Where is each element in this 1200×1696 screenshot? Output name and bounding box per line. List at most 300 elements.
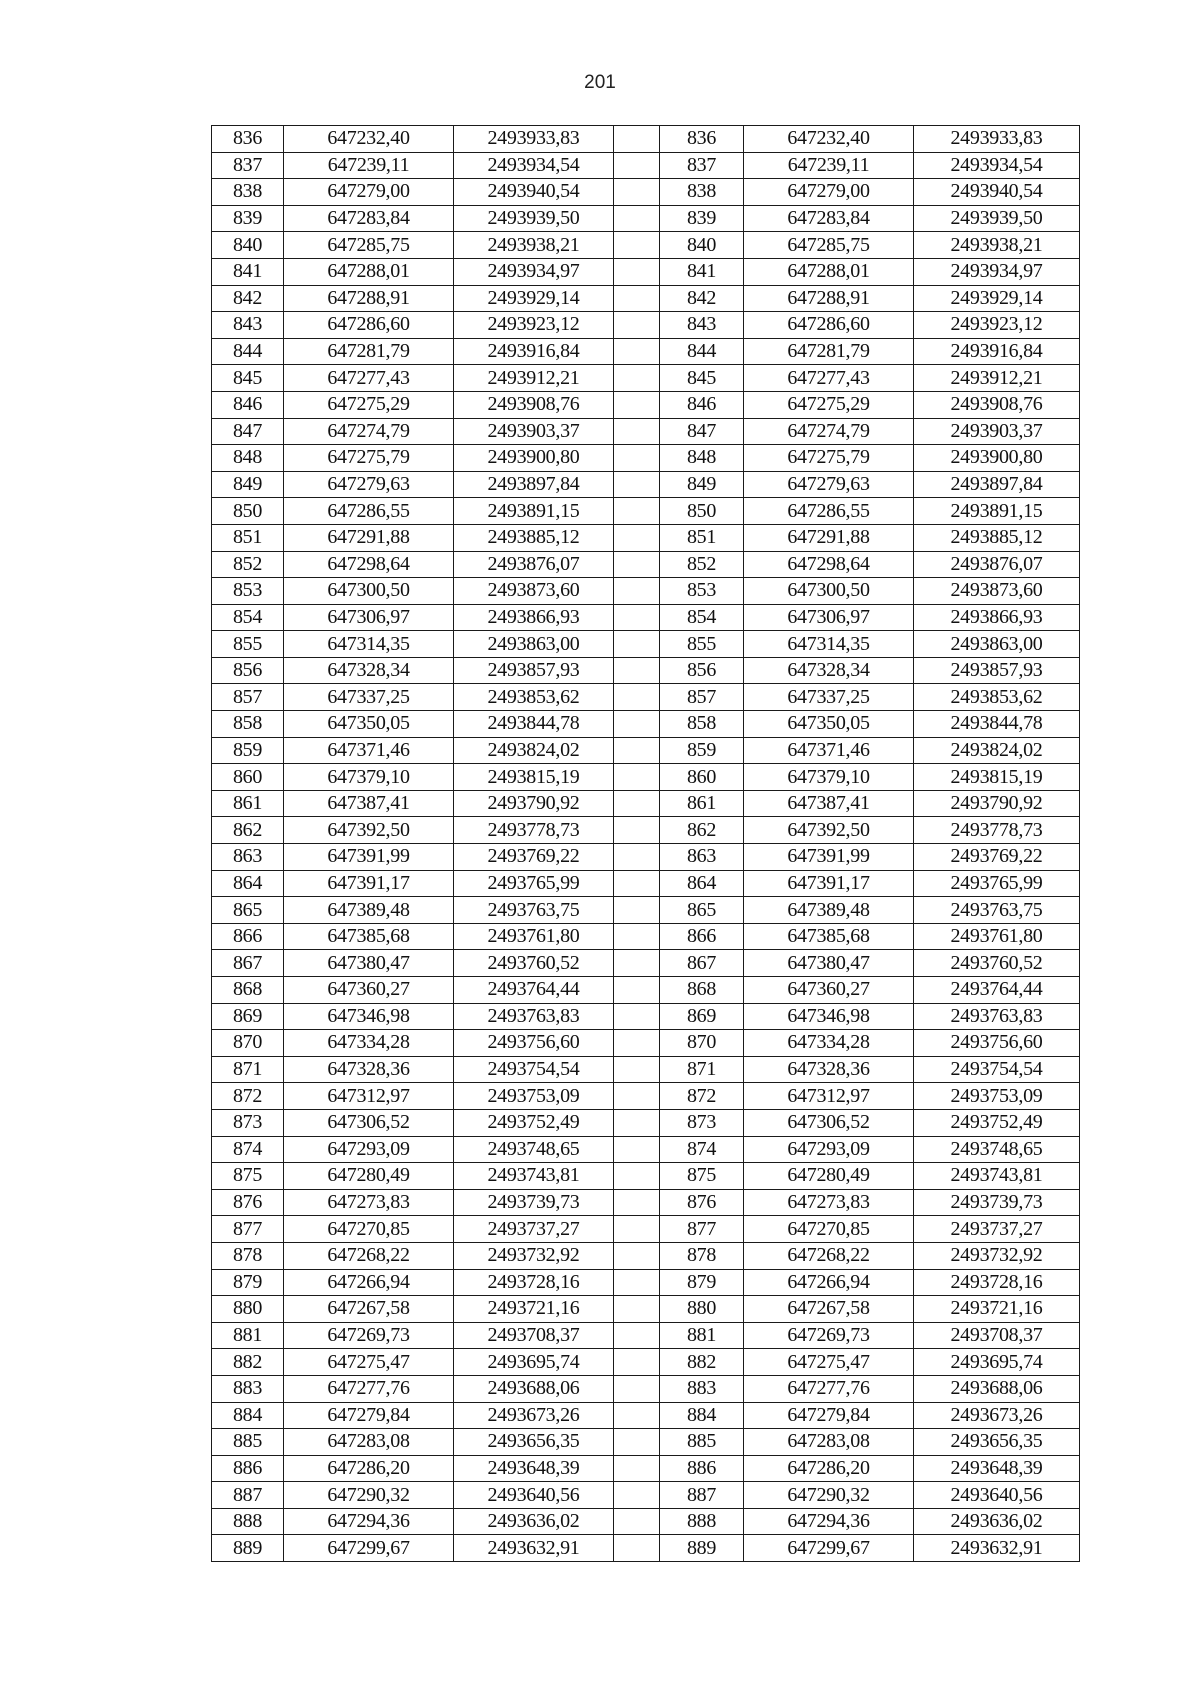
point-number-cell: 839 [212,205,284,232]
y-coordinate-cell: 2493754,54 [454,1056,614,1083]
empty-separator-cell [614,338,660,365]
empty-separator-cell [614,1482,660,1509]
x-coordinate-cell: 647391,99 [284,844,454,871]
empty-separator-cell [614,897,660,924]
empty-separator-cell [614,1375,660,1402]
x-coordinate-cell: 647314,35 [284,631,454,658]
table-row [212,1455,1080,1482]
point-number-cell-duplicate: 854 [660,604,744,631]
table-row [212,152,1080,179]
table-row [212,126,1080,153]
x-coordinate-cell-duplicate: 647306,97 [744,604,914,631]
table-row [212,1163,1080,1190]
empty-separator-cell [614,790,660,817]
y-coordinate-cell: 2493815,19 [454,764,614,791]
point-number-cell: 888 [212,1508,284,1535]
y-coordinate-cell: 2493938,21 [454,232,614,259]
y-coordinate-cell-duplicate: 2493688,06 [914,1375,1080,1402]
coordinates-table [211,125,1080,1562]
x-coordinate-cell-duplicate: 647274,79 [744,418,914,445]
x-coordinate-cell-duplicate: 647286,60 [744,312,914,339]
x-coordinate-cell: 647371,46 [284,737,454,764]
table-row [212,684,1080,711]
point-number-cell-duplicate: 879 [660,1269,744,1296]
x-coordinate-cell-duplicate: 647392,50 [744,817,914,844]
y-coordinate-cell: 2493778,73 [454,817,614,844]
x-coordinate-cell: 647286,60 [284,312,454,339]
point-number-cell-duplicate: 855 [660,631,744,658]
empty-separator-cell [614,205,660,232]
empty-separator-cell [614,1030,660,1057]
x-coordinate-cell: 647288,01 [284,258,454,285]
point-number-cell-duplicate: 886 [660,1455,744,1482]
x-coordinate-cell-duplicate: 647387,41 [744,790,914,817]
y-coordinate-cell-duplicate: 2493753,09 [914,1083,1080,1110]
point-number-cell-duplicate: 836 [660,126,744,153]
y-coordinate-cell-duplicate: 2493764,44 [914,977,1080,1004]
y-coordinate-cell-duplicate: 2493721,16 [914,1296,1080,1323]
table-row [212,1136,1080,1163]
x-coordinate-cell-duplicate: 647391,99 [744,844,914,871]
y-coordinate-cell-duplicate: 2493938,21 [914,232,1080,259]
x-coordinate-cell-duplicate: 647290,32 [744,1482,914,1509]
x-coordinate-cell-duplicate: 647269,73 [744,1322,914,1349]
x-coordinate-cell: 647387,41 [284,790,454,817]
x-coordinate-cell: 647279,63 [284,471,454,498]
point-number-cell: 854 [212,604,284,631]
x-coordinate-cell: 647286,55 [284,498,454,525]
point-number-cell-duplicate: 874 [660,1136,744,1163]
x-coordinate-cell-duplicate: 647279,00 [744,179,914,206]
empty-separator-cell [614,1349,660,1376]
table-row [212,897,1080,924]
table-row [212,1322,1080,1349]
x-coordinate-cell-duplicate: 647275,79 [744,445,914,472]
x-coordinate-cell: 647239,11 [284,152,454,179]
y-coordinate-cell: 2493640,56 [454,1482,614,1509]
table-row [212,711,1080,738]
empty-separator-cell [614,418,660,445]
y-coordinate-cell: 2493857,93 [454,657,614,684]
point-number-cell-duplicate: 877 [660,1216,744,1243]
x-coordinate-cell-duplicate: 647281,79 [744,338,914,365]
table-row [212,1535,1080,1562]
x-coordinate-cell-duplicate: 647277,76 [744,1375,914,1402]
x-coordinate-cell-duplicate: 647286,20 [744,1455,914,1482]
y-coordinate-cell: 2493765,99 [454,870,614,897]
point-number-cell-duplicate: 869 [660,1003,744,1030]
y-coordinate-cell: 2493761,80 [454,923,614,950]
point-number-cell-duplicate: 861 [660,790,744,817]
y-coordinate-cell: 2493673,26 [454,1402,614,1429]
x-coordinate-cell-duplicate: 647314,35 [744,631,914,658]
point-number-cell-duplicate: 881 [660,1322,744,1349]
point-number-cell-duplicate: 880 [660,1296,744,1323]
point-number-cell-duplicate: 864 [660,870,744,897]
y-coordinate-cell: 2493923,12 [454,312,614,339]
table-row [212,1508,1080,1535]
empty-separator-cell [614,1083,660,1110]
y-coordinate-cell: 2493763,75 [454,897,614,924]
point-number-cell-duplicate: 850 [660,498,744,525]
empty-separator-cell [614,684,660,711]
x-coordinate-cell-duplicate: 647379,10 [744,764,914,791]
table-row [212,471,1080,498]
y-coordinate-cell-duplicate: 2493933,83 [914,126,1080,153]
point-number-cell: 859 [212,737,284,764]
point-number-cell-duplicate: 849 [660,471,744,498]
empty-separator-cell [614,1163,660,1190]
x-coordinate-cell-duplicate: 647277,43 [744,365,914,392]
x-coordinate-cell: 647232,40 [284,126,454,153]
x-coordinate-cell-duplicate: 647391,17 [744,870,914,897]
empty-separator-cell [614,1136,660,1163]
point-number-cell: 877 [212,1216,284,1243]
y-coordinate-cell-duplicate: 2493656,35 [914,1429,1080,1456]
empty-separator-cell [614,631,660,658]
point-number-cell: 855 [212,631,284,658]
x-coordinate-cell: 647385,68 [284,923,454,950]
point-number-cell: 874 [212,1136,284,1163]
table-row [212,631,1080,658]
point-number-cell: 886 [212,1455,284,1482]
x-coordinate-cell-duplicate: 647288,01 [744,258,914,285]
point-number-cell: 844 [212,338,284,365]
y-coordinate-cell: 2493866,93 [454,604,614,631]
point-number-cell-duplicate: 845 [660,365,744,392]
empty-separator-cell [614,1455,660,1482]
x-coordinate-cell: 647328,36 [284,1056,454,1083]
table-row [212,657,1080,684]
table-row [212,365,1080,392]
x-coordinate-cell-duplicate: 647279,84 [744,1402,914,1429]
y-coordinate-cell: 2493824,02 [454,737,614,764]
y-coordinate-cell: 2493721,16 [454,1296,614,1323]
x-coordinate-cell-duplicate: 647279,63 [744,471,914,498]
empty-separator-cell [614,285,660,312]
x-coordinate-cell: 647337,25 [284,684,454,711]
y-coordinate-cell: 2493769,22 [454,844,614,871]
y-coordinate-cell: 2493739,73 [454,1189,614,1216]
y-coordinate-cell-duplicate: 2493863,00 [914,631,1080,658]
x-coordinate-cell-duplicate: 647380,47 [744,950,914,977]
x-coordinate-cell: 647277,43 [284,365,454,392]
point-number-cell: 861 [212,790,284,817]
point-number-cell-duplicate: 842 [660,285,744,312]
x-coordinate-cell: 647298,64 [284,551,454,578]
y-coordinate-cell-duplicate: 2493748,65 [914,1136,1080,1163]
point-number-cell: 880 [212,1296,284,1323]
empty-separator-cell [614,1003,660,1030]
y-coordinate-cell-duplicate: 2493763,83 [914,1003,1080,1030]
point-number-cell-duplicate: 885 [660,1429,744,1456]
y-coordinate-cell: 2493908,76 [454,391,614,418]
y-coordinate-cell: 2493891,15 [454,498,614,525]
point-number-cell-duplicate: 882 [660,1349,744,1376]
table-row [212,498,1080,525]
point-number-cell: 885 [212,1429,284,1456]
empty-separator-cell [614,1056,660,1083]
x-coordinate-cell-duplicate: 647288,91 [744,285,914,312]
table-row [212,578,1080,605]
point-number-cell-duplicate: 841 [660,258,744,285]
empty-separator-cell [614,1242,660,1269]
y-coordinate-cell: 2493873,60 [454,578,614,605]
y-coordinate-cell: 2493863,00 [454,631,614,658]
y-coordinate-cell-duplicate: 2493743,81 [914,1163,1080,1190]
x-coordinate-cell: 647269,73 [284,1322,454,1349]
table-row [212,205,1080,232]
point-number-cell-duplicate: 875 [660,1163,744,1190]
y-coordinate-cell: 2493929,14 [454,285,614,312]
table-row [212,1429,1080,1456]
empty-separator-cell [614,923,660,950]
y-coordinate-cell: 2493737,27 [454,1216,614,1243]
x-coordinate-cell-duplicate: 647293,09 [744,1136,914,1163]
y-coordinate-cell-duplicate: 2493824,02 [914,737,1080,764]
empty-separator-cell [614,445,660,472]
x-coordinate-cell: 647283,84 [284,205,454,232]
point-number-cell: 852 [212,551,284,578]
y-coordinate-cell: 2493790,92 [454,790,614,817]
point-number-cell: 879 [212,1269,284,1296]
x-coordinate-cell: 647275,79 [284,445,454,472]
x-coordinate-cell-duplicate: 647267,58 [744,1296,914,1323]
x-coordinate-cell: 647360,27 [284,977,454,1004]
point-number-cell-duplicate: 848 [660,445,744,472]
table-row [212,1482,1080,1509]
x-coordinate-cell-duplicate: 647389,48 [744,897,914,924]
table-row [212,870,1080,897]
point-number-cell-duplicate: 860 [660,764,744,791]
empty-separator-cell [614,764,660,791]
empty-separator-cell [614,1429,660,1456]
empty-separator-cell [614,950,660,977]
point-number-cell-duplicate: 837 [660,152,744,179]
x-coordinate-cell: 647277,76 [284,1375,454,1402]
point-number-cell-duplicate: 857 [660,684,744,711]
empty-separator-cell [614,1508,660,1535]
x-coordinate-cell: 647346,98 [284,1003,454,1030]
table-row [212,338,1080,365]
x-coordinate-cell-duplicate: 647266,94 [744,1269,914,1296]
x-coordinate-cell: 647379,10 [284,764,454,791]
point-number-cell-duplicate: 870 [660,1030,744,1057]
y-coordinate-cell: 2493916,84 [454,338,614,365]
y-coordinate-cell: 2493763,83 [454,1003,614,1030]
table-row [212,604,1080,631]
y-coordinate-cell: 2493933,83 [454,126,614,153]
x-coordinate-cell: 647286,20 [284,1455,454,1482]
point-number-cell-duplicate: 887 [660,1482,744,1509]
y-coordinate-cell: 2493912,21 [454,365,614,392]
empty-separator-cell [614,578,660,605]
point-number-cell: 878 [212,1242,284,1269]
y-coordinate-cell: 2493903,37 [454,418,614,445]
table-row [212,551,1080,578]
point-number-cell: 841 [212,258,284,285]
y-coordinate-cell-duplicate: 2493640,56 [914,1482,1080,1509]
point-number-cell-duplicate: 859 [660,737,744,764]
table-row [212,1242,1080,1269]
y-coordinate-cell: 2493853,62 [454,684,614,711]
x-coordinate-cell: 647312,97 [284,1083,454,1110]
y-coordinate-cell-duplicate: 2493737,27 [914,1216,1080,1243]
x-coordinate-cell: 647279,00 [284,179,454,206]
point-number-cell: 867 [212,950,284,977]
point-number-cell: 851 [212,524,284,551]
empty-separator-cell [614,711,660,738]
point-number-cell-duplicate: 844 [660,338,744,365]
point-number-cell-duplicate: 858 [660,711,744,738]
x-coordinate-cell: 647334,28 [284,1030,454,1057]
x-coordinate-cell-duplicate: 647283,84 [744,205,914,232]
x-coordinate-cell-duplicate: 647300,50 [744,578,914,605]
y-coordinate-cell: 2493876,07 [454,551,614,578]
empty-separator-cell [614,471,660,498]
table-row [212,179,1080,206]
point-number-cell: 866 [212,923,284,950]
point-number-cell: 863 [212,844,284,871]
x-coordinate-cell: 647285,75 [284,232,454,259]
x-coordinate-cell-duplicate: 647360,27 [744,977,914,1004]
table-row [212,232,1080,259]
x-coordinate-cell-duplicate: 647291,88 [744,524,914,551]
point-number-cell: 843 [212,312,284,339]
point-number-cell-duplicate: 873 [660,1109,744,1136]
x-coordinate-cell: 647274,79 [284,418,454,445]
x-coordinate-cell-duplicate: 647298,64 [744,551,914,578]
point-number-cell: 887 [212,1482,284,1509]
point-number-cell-duplicate: 872 [660,1083,744,1110]
empty-separator-cell [614,232,660,259]
table-row [212,312,1080,339]
x-coordinate-cell: 647268,22 [284,1242,454,1269]
x-coordinate-cell: 647270,85 [284,1216,454,1243]
y-coordinate-cell-duplicate: 2493695,74 [914,1349,1080,1376]
y-coordinate-cell: 2493844,78 [454,711,614,738]
table-row [212,1189,1080,1216]
x-coordinate-cell-duplicate: 647232,40 [744,126,914,153]
point-number-cell: 872 [212,1083,284,1110]
y-coordinate-cell-duplicate: 2493754,54 [914,1056,1080,1083]
table-row [212,524,1080,551]
y-coordinate-cell-duplicate: 2493732,92 [914,1242,1080,1269]
x-coordinate-cell-duplicate: 647285,75 [744,232,914,259]
point-number-cell: 845 [212,365,284,392]
y-coordinate-cell-duplicate: 2493903,37 [914,418,1080,445]
empty-separator-cell [614,604,660,631]
x-coordinate-cell: 647266,94 [284,1269,454,1296]
x-coordinate-cell-duplicate: 647275,29 [744,391,914,418]
y-coordinate-cell-duplicate: 2493756,60 [914,1030,1080,1057]
table-row [212,1216,1080,1243]
point-number-cell-duplicate: 865 [660,897,744,924]
empty-separator-cell [614,1402,660,1429]
table-row [212,817,1080,844]
point-number-cell: 870 [212,1030,284,1057]
y-coordinate-cell-duplicate: 2493790,92 [914,790,1080,817]
y-coordinate-cell-duplicate: 2493857,93 [914,657,1080,684]
x-coordinate-cell-duplicate: 647270,85 [744,1216,914,1243]
point-number-cell-duplicate: 888 [660,1508,744,1535]
x-coordinate-cell-duplicate: 647371,46 [744,737,914,764]
x-coordinate-cell: 647280,49 [284,1163,454,1190]
table-row [212,1083,1080,1110]
empty-separator-cell [614,1296,660,1323]
table-row [212,1349,1080,1376]
x-coordinate-cell: 647291,88 [284,524,454,551]
x-coordinate-cell-duplicate: 647306,52 [744,1109,914,1136]
y-coordinate-cell-duplicate: 2493876,07 [914,551,1080,578]
point-number-cell: 853 [212,578,284,605]
empty-separator-cell [614,657,660,684]
empty-separator-cell [614,1109,660,1136]
point-number-cell-duplicate: 868 [660,977,744,1004]
y-coordinate-cell-duplicate: 2493900,80 [914,445,1080,472]
x-coordinate-cell-duplicate: 647334,28 [744,1030,914,1057]
x-coordinate-cell: 647306,52 [284,1109,454,1136]
empty-separator-cell [614,391,660,418]
empty-separator-cell [614,551,660,578]
x-coordinate-cell: 647391,17 [284,870,454,897]
x-coordinate-cell: 647288,91 [284,285,454,312]
y-coordinate-cell: 2493688,06 [454,1375,614,1402]
point-number-cell-duplicate: 851 [660,524,744,551]
x-coordinate-cell: 647275,29 [284,391,454,418]
table-row [212,285,1080,312]
empty-separator-cell [614,844,660,871]
table-row [212,1056,1080,1083]
x-coordinate-cell: 647273,83 [284,1189,454,1216]
point-number-cell: 847 [212,418,284,445]
y-coordinate-cell: 2493743,81 [454,1163,614,1190]
y-coordinate-cell: 2493940,54 [454,179,614,206]
x-coordinate-cell: 647328,34 [284,657,454,684]
page-number: 201 [584,72,616,93]
x-coordinate-cell: 647281,79 [284,338,454,365]
point-number-cell-duplicate: 838 [660,179,744,206]
table-row [212,1402,1080,1429]
y-coordinate-cell-duplicate: 2493708,37 [914,1322,1080,1349]
table-row [212,764,1080,791]
point-number-cell-duplicate: 889 [660,1535,744,1562]
y-coordinate-cell-duplicate: 2493934,54 [914,152,1080,179]
point-number-cell-duplicate: 853 [660,578,744,605]
y-coordinate-cell-duplicate: 2493815,19 [914,764,1080,791]
y-coordinate-cell-duplicate: 2493908,76 [914,391,1080,418]
y-coordinate-cell: 2493695,74 [454,1349,614,1376]
y-coordinate-cell: 2493934,97 [454,258,614,285]
point-number-cell: 858 [212,711,284,738]
point-number-cell: 849 [212,471,284,498]
y-coordinate-cell-duplicate: 2493939,50 [914,205,1080,232]
x-coordinate-cell-duplicate: 647350,05 [744,711,914,738]
table-row [212,737,1080,764]
table-row [212,1375,1080,1402]
point-number-cell: 857 [212,684,284,711]
y-coordinate-cell: 2493756,60 [454,1030,614,1057]
x-coordinate-cell-duplicate: 647286,55 [744,498,914,525]
point-number-cell: 850 [212,498,284,525]
y-coordinate-cell-duplicate: 2493739,73 [914,1189,1080,1216]
y-coordinate-cell: 2493760,52 [454,950,614,977]
y-coordinate-cell-duplicate: 2493648,39 [914,1455,1080,1482]
x-coordinate-cell-duplicate: 647328,36 [744,1056,914,1083]
y-coordinate-cell-duplicate: 2493929,14 [914,285,1080,312]
x-coordinate-cell-duplicate: 647268,22 [744,1242,914,1269]
table-row [212,1296,1080,1323]
